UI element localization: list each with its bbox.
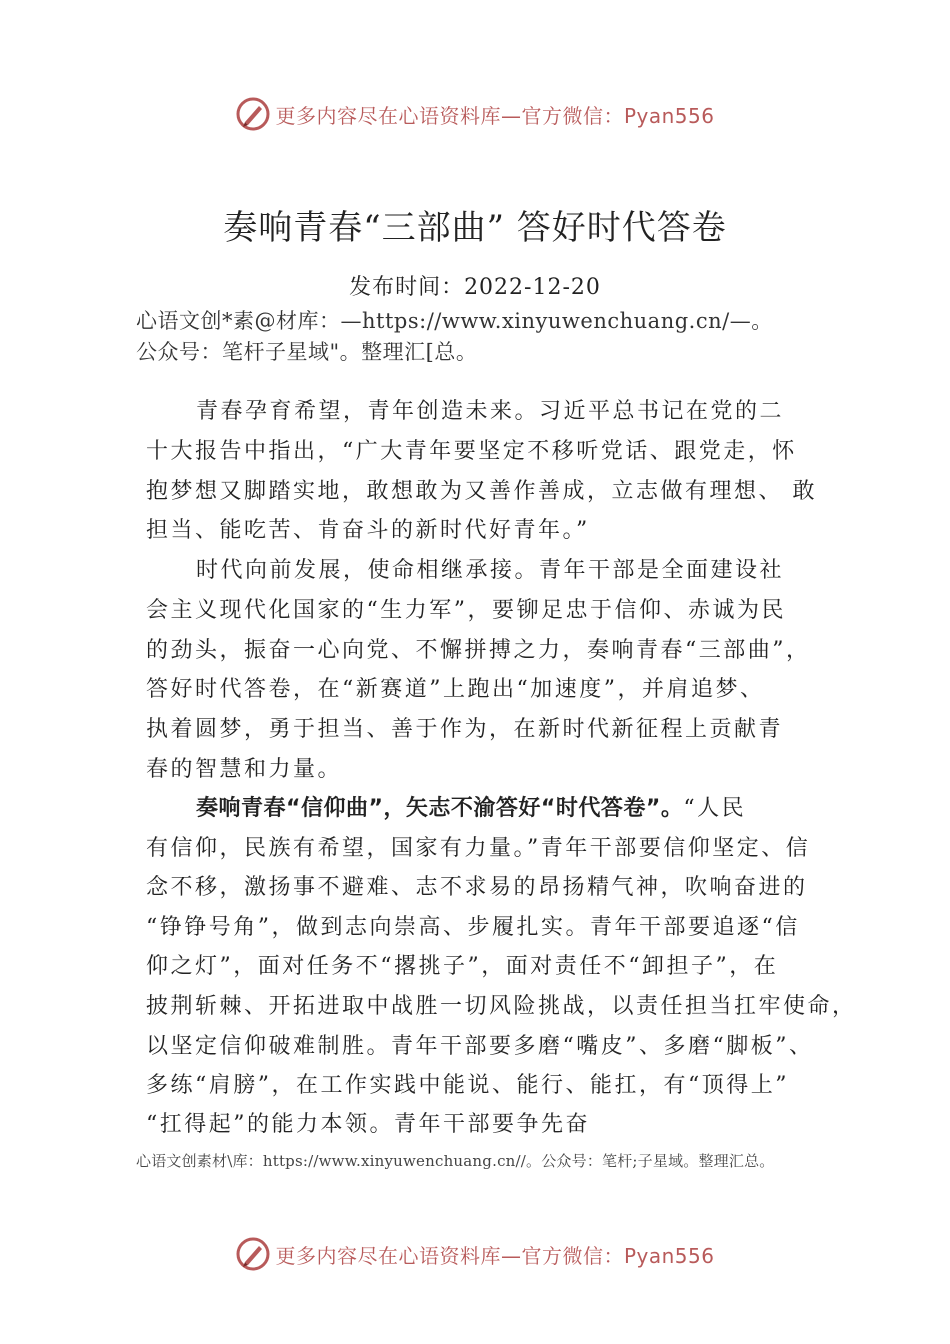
banner-text: 更多内容尽在心语资料库—官方微信：Pyan556 xyxy=(275,1243,715,1268)
paragraph-line: 有信仰，民族有希望，国家有力量。”青年干部要信仰坚定、信 xyxy=(146,836,811,861)
paragraph-line: 时代向前发展，使命相继承接。青年干部是全面建设社 xyxy=(196,558,785,583)
paragraph-line: 青春孕育希望，青年创造未来。习近平总书记在党的二 xyxy=(196,399,785,424)
paragraph-line: 抱梦想又脚踏实地，敢想敢为又善作善成，立志做有理想、 敢 xyxy=(146,479,817,504)
banner-text: 更多内容尽在心语资料库—官方微信：Pyan556 xyxy=(275,103,715,128)
paragraph-line: 念不移，激扬事不避难、志不求易的昂扬精气神，吹响奋进的 xyxy=(146,875,808,900)
paragraph-line: 多练“肩膀”，在工作实践中能说、能行、能扛，有“顶得上” xyxy=(146,1073,789,1098)
paragraph-line: 会主义现代化国家的“生力军”，要铆足忠于信仰、赤诚为民 xyxy=(146,598,786,623)
source-line-1: 心语文创*素@材库：—https://www.xinyuwenchuang.cn/—。 xyxy=(136,309,773,333)
article-title: 奏响青春“三部曲” 答好时代答卷 xyxy=(223,208,727,248)
section-heading: 奏响青春“信仰曲”，矢志不渝答好“时代答卷”。 xyxy=(196,796,684,821)
paragraph-line: 的劲头，振奋一心向党、不懈拼搏之力，奏响青春“三部曲”， xyxy=(146,638,811,663)
paragraph-line: 仰之灯”，面对任务不“撂挑子”，面对责任不“卸担子”，在 xyxy=(146,954,779,979)
paragraph-text: “人民 xyxy=(683,796,747,821)
pen-logo-icon xyxy=(235,96,271,132)
top-banner xyxy=(0,92,950,136)
pen-logo-icon xyxy=(235,1236,271,1272)
paragraph-line xyxy=(196,794,746,824)
paragraph-line: 春的智慧和力量。 xyxy=(146,757,343,782)
publish-date: 发布时间：2022-12-20 xyxy=(349,275,601,300)
paragraph-line: 披荆斩棘、开拓进取中战胜一切风险挑战，以责任担当扛牢使命， xyxy=(146,994,857,1019)
source-line-2: 公众号：笔杆子星域"。整理汇[总。 xyxy=(136,340,478,364)
paragraph-line: 担当、能吃苦、肯奋斗的新时代好青年。” xyxy=(146,518,590,543)
paragraph-line: 以坚定信仰破难制胜。青年干部要多磨“嘴皮”、多磨“脚板”、 xyxy=(146,1034,814,1059)
paragraph-line: “扛得起”的能力本领。青年干部要争先奋 xyxy=(146,1112,590,1137)
paragraph-line: 十大报告中指出，“广大青年要坚定不移听党话、跟党走，怀 xyxy=(146,439,797,464)
paragraph-line: 答好时代答卷，在“新赛道”上跑出“加速度”，并肩追梦、 xyxy=(146,677,765,702)
bottom-banner xyxy=(0,1232,950,1276)
paragraph-line: “铮铮号角”，做到志向崇高、步履扎实。青年干部要追逐“信 xyxy=(146,915,800,940)
paragraph-line: 执着圆梦，勇于担当、善于作为，在新时代新征程上贡献青 xyxy=(146,717,784,742)
footer-source-line: 心语文创素材\库：https://www.xinyuwenchuang.cn//。公众号：笔杆;子星域。整理汇总。 xyxy=(136,1152,775,1170)
